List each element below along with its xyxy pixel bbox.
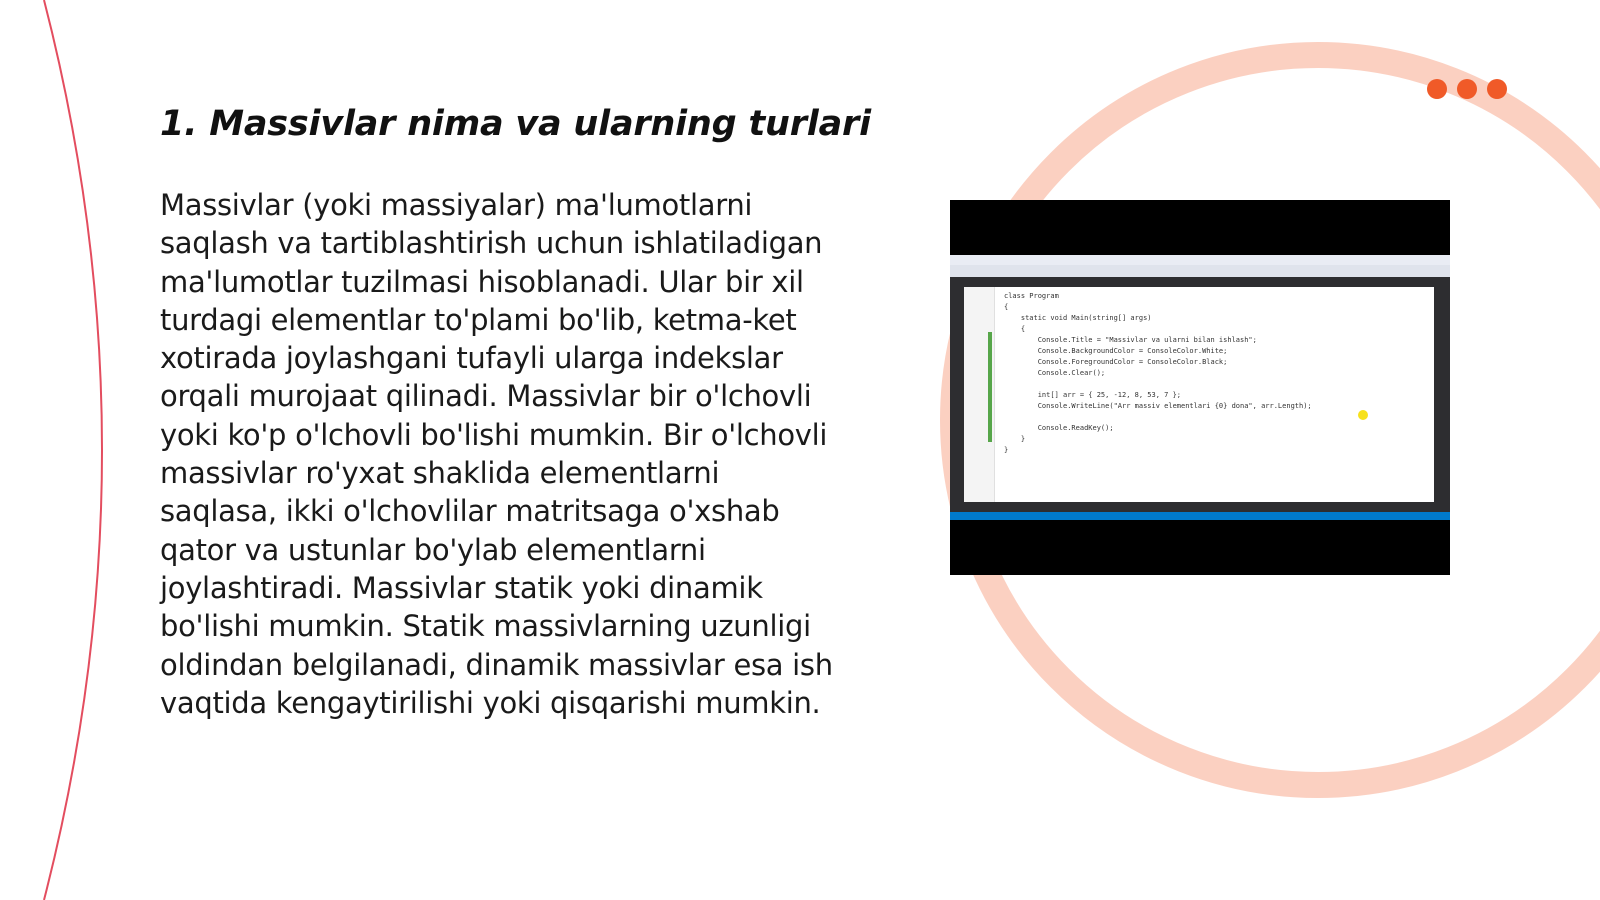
code-line: Console.Clear(); (1004, 369, 1106, 377)
dot-icon (1457, 79, 1477, 99)
ide-status-bar (950, 512, 1450, 520)
left-curve (44, 0, 102, 900)
slide-body-text: Massivlar (yoki massiyalar) ma'lumotlarni saqlash va tartiblashtirish uchun ishlatiladigan ma'lumotlar tuzilmasi hisoblanadi. Ular bir xil turdagi elementlar to'plami bo'lib, ketma-ket xotirada joylashgani tufayli ularga indekslar orqali murojaat qilinadi. Massivlar bir o'lchovli yoki ko'p o'lchovli bo'lishi mumkin. Bir o'lchovli massivlar ro'yxat shaklida elementlarni saqlasa, ikki o'lchovlilar matritsaga o'xshab qator va ustunlar bo'ylab elementlarni joylashtiradi. Massivlar statik yoki dinamik bo'lishi mumkin. Statik massivlarning uzunligi oldindan belgilanadi, dinamik massivlar esa ish vaqtida kengaytirilishi yoki qisqarishi mumkin. (160, 188, 833, 720)
code-block (1004, 291, 1312, 456)
code-line: Console.BackgroundColor = ConsoleColor.White; (1004, 347, 1228, 355)
menu-dots-icon (1427, 79, 1507, 99)
code-line: Console.ForegroundColor = ConsoleColor.Black; (1004, 358, 1228, 366)
code-line: int[] arr = { 25, -12, 8, 53, 7 }; (1004, 391, 1182, 399)
code-editor (964, 287, 1434, 502)
slide-title: 1. Massivlar nima va ularning turlari (160, 104, 871, 144)
code-line: Console.ReadKey(); (1004, 424, 1114, 432)
code-line: { (1004, 325, 1026, 333)
code-line (1004, 379, 1312, 390)
video-thumbnail[interactable] (950, 200, 1450, 575)
code-line: class Program (1004, 292, 1059, 300)
code-line (1004, 412, 1312, 423)
cursor-highlight-icon (1358, 410, 1368, 420)
dot-icon (1487, 79, 1507, 99)
code-line: } (1004, 446, 1009, 454)
code-line: Console.Title = "Massivlar va ularni bilan ishlash"; (1004, 336, 1257, 344)
code-line: static void Main(string[] args) (1004, 314, 1152, 322)
ide-toolbar (950, 265, 1450, 277)
change-marker (988, 332, 992, 442)
code-line: } (1004, 435, 1026, 443)
dot-icon (1427, 79, 1447, 99)
code-line: { (1004, 303, 1009, 311)
ide-screenshot (950, 255, 1450, 520)
code-line: Console.WriteLine("Arr massiv elementlari {0} dona", arr.Length); (1004, 402, 1312, 410)
